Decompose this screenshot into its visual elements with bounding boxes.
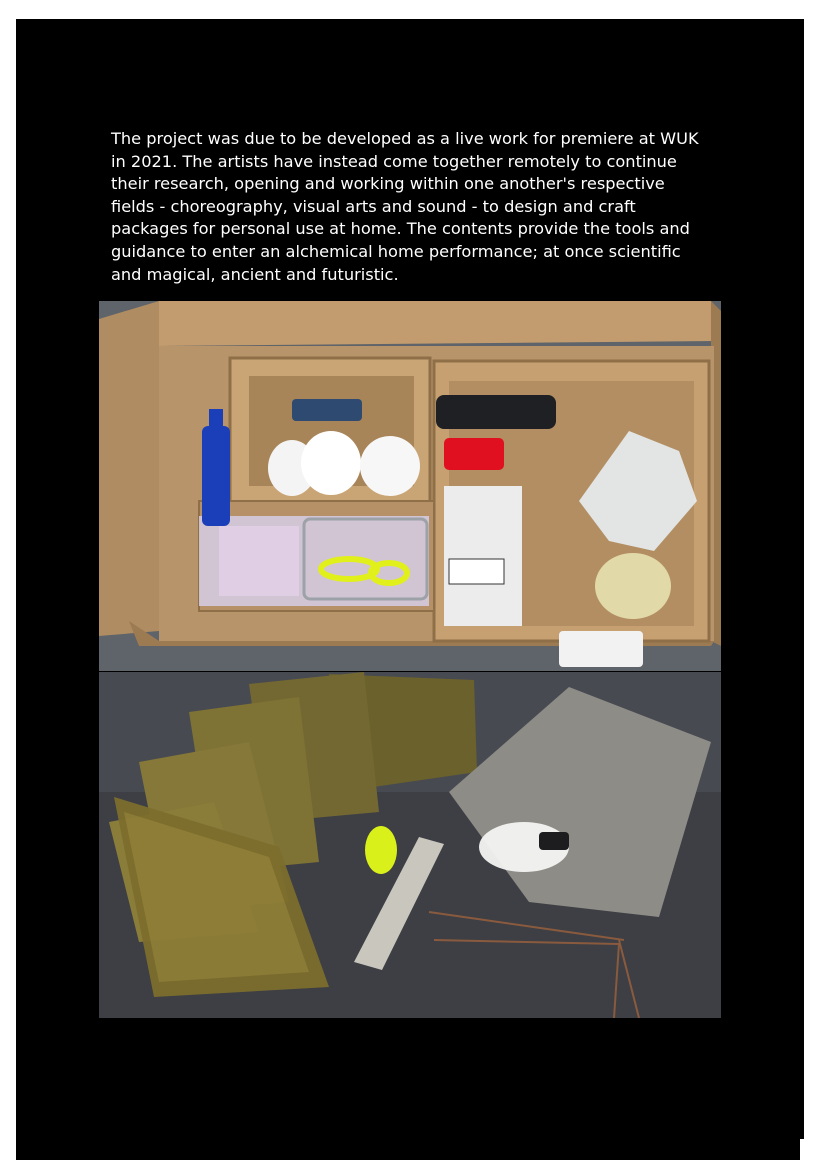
tin-icon <box>292 399 362 421</box>
blue-bottle-icon <box>202 426 230 526</box>
intro-paragraph: The project was due to be developed as a live work for premiere at WUK in 2021. The artists have instead come together remotely to continue their research, opening and working within one another's respective fields - choreography, visual arts and sound - to design and craft packages for personal use at home. The contents provide the tools and guidance to enter an alchemical home performance; at once scientific and magical, ancient and futuristic. <box>111 129 699 284</box>
candle-icon <box>301 431 361 495</box>
iridescent-bag-icon <box>595 553 671 619</box>
box-top-flap <box>159 301 717 346</box>
yarn-spool-icon <box>365 826 397 874</box>
photo-box-contents <box>99 301 721 671</box>
bike-light-icon <box>444 438 504 470</box>
card-packet-icon <box>444 486 522 626</box>
candle-icon <box>360 436 420 496</box>
photo-materials-laid-out <box>99 672 721 1018</box>
lamp-icon <box>539 832 569 850</box>
white-box-icon <box>559 631 643 667</box>
box-left-flap <box>99 301 159 636</box>
materials-photo-illustration <box>99 672 721 1018</box>
page-corner <box>800 1139 820 1160</box>
torch-icon <box>436 395 556 429</box>
box-photo-illustration <box>99 301 721 671</box>
